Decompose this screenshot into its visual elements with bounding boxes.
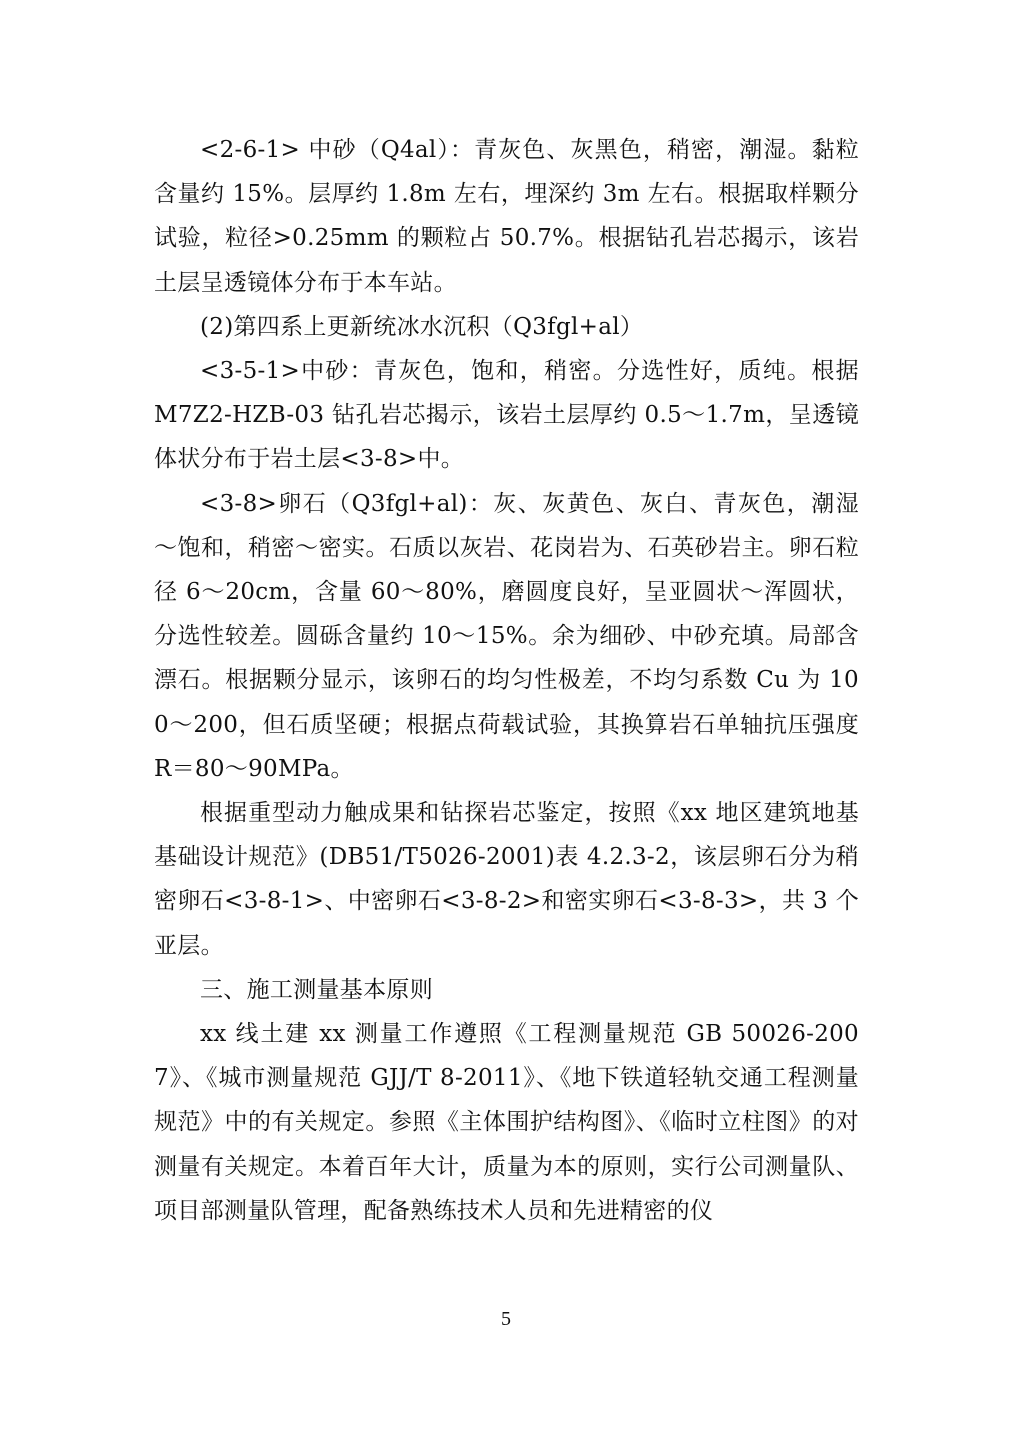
paragraph-quaternary-heading: (2)第四系上更新统冰水沉积（Q3fgl+al） xyxy=(200,313,644,340)
body-text xyxy=(154,128,859,1233)
paragraph-sublayers: 根据重型动力触成果和钻探岩芯鉴定，按照《xx 地区建筑地基基础设计规范》(DB51/T5026-2001)表 4.2.3-2，该层卵石分为稍密卵石<3-8-1>、中密卵石<3-8-2>和密实卵石<3-8-3>，共 3 个亚层。 xyxy=(154,800,859,959)
paragraph-sand-2-6-1: <2-6-1> 中砂（Q4al）：青灰色、灰黑色，稍密，潮湿。黏粒含量约 15%。层厚约 1.8m 左右，埋深约 3m 左右。根据取样颗分试验，粒径>0.25mm 的颗粒占 50.7%。根据钻孔岩芯揭示，该岩土层呈透镜体分布于本车站。 xyxy=(154,137,859,296)
paragraph-survey-principles: xx 线土建 xx 测量工作遵照《工程测量规范 GB 50026-2007》、《城市测量规范 GJJ/T 8-2011》、《地下铁道轻轨交通工程测量规范》中的有关规定。参照《主体围护结构图》、《临时立柱图》的对测量有关规定。本着百年大计，质量为本的原则，实行公司测量队、项目部测量队管理，配备熟练技术人员和先进精密的仪 xyxy=(154,1021,859,1224)
page-number: 5 xyxy=(501,1308,511,1330)
paragraph-sand-3-5-1: <3-5-1>中砂：青灰色，饱和，稍密。分选性好，质纯。根据 M7Z2-HZB-03 钻孔岩芯揭示，该岩土层厚约 0.5～1.7m，呈透镜体状分布于岩土层<3-8>中。 xyxy=(154,358,859,473)
section-heading-survey-principles: 三、施工测量基本原则 xyxy=(200,976,433,1003)
paragraph-pebble-3-8: <3-8>卵石（Q3fgl+al)：灰、灰黄色、灰白、青灰色，潮湿～饱和，稍密～密实。石质以灰岩、花岗岩为、石英砂岩主。卵石粒径 6～20cm，含量 60～80%，磨圆度良好，呈亚圆状～浑圆状，分选性较差。圆砾含量约 10～15%。余为细砂、中砂充填。局部含漂石。根据颗分显示，该卵石的均匀性极差，不均匀系数 Cu 为 100～200，但石质坚硬；根据点荷载试验，其换算岩石单轴抗压强度 R＝80～90MPa。 xyxy=(154,490,859,782)
